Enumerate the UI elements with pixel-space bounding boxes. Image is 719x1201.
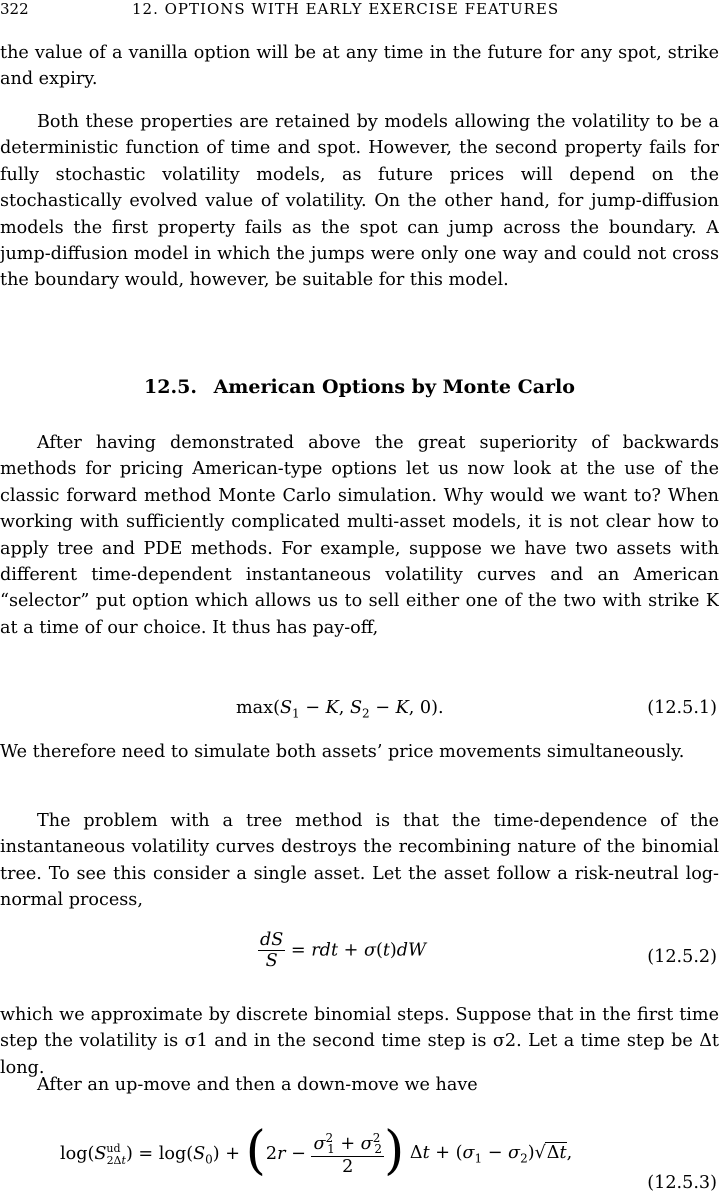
equation-sde-formula: $\frac{dS}{S}$ = rdt + σ(t)dW [260, 930, 427, 971]
paragraph-binomial-steps: which we approximate by discrete binomial steps. Suppose that in the first time step the volatility is σ1 and in the second time step is σ2. Let a time step be Δt long. [0, 1005, 719, 1078]
page-header [0, 0, 719, 22]
equation-12-5-3 [0, 1120, 719, 1201]
paragraph-tree-problem: The problem with a tree method is that the time-dependence of the instantaneous volatility curves destroys the recombining nature of the binomial tree. To see this consider a single asset. Let the asset follow a risk-neutral log-normal process, [0, 811, 719, 911]
running-title: 12. OPTIONS WITH EARLY EXERCISE FEATURES [132, 0, 560, 18]
equation-number: (12.5.3) [647, 1173, 717, 1193]
equation-number: (12.5.2) [647, 947, 717, 967]
equation-payoff-formula: $\max(S_1 - K$, $S_2 - K$, 0). [236, 698, 444, 721]
section-heading [0, 376, 719, 398]
paragraph-properties: Both these properties are retained by models allowing the volatility to be a deterministic function of time and spot. However, the second property fails for fully stochastic volatility models, as future prices will depend on the stochastically evolved value of volatility. On the other hand, for jump-diffusion models the first property fails as the spot can jump across the boundary. A jump-diffusion model in which the jumps were only one way and could not cross the boundary would, however, be suitable for this model. [0, 112, 719, 291]
equation-number: (12.5.1) [647, 698, 717, 718]
paragraph-monte-carlo-intro: After having demonstrated above the great superiority of backwards methods for pricing American-type options let us now look at the use of the classic forward method Monte Carlo simulation. Why would we want to? When working with sufficiently complicated multi-asset models, it is not clear how to apply tree and PDE methods. For example, suppose we have two assets with different time-dependent instantaneous volatility curves and an American “selector” put option which allows us to sell either one of the two with strike K at a time of our choice. It thus has pay-off, [0, 433, 719, 638]
paragraph-simulate: We therefore need to simulate both assets’ price movements simultaneously. [0, 742, 685, 762]
paragraph-up-down-move: After an up-move and then a down-move we have [37, 1075, 478, 1095]
page-number: 322 [0, 0, 29, 18]
paragraph-continuation: the value of a vanilla option will be at any time in the future for any spot, strike and expiry. [0, 43, 719, 90]
section-number: 12.5. [144, 376, 197, 398]
equation-log-formula: $\log(S^{ud}_{2\Delta t}) = \log(S_0) + (2r$ − $\frac{\sigma^2_1 + \sigma^2_2}{2}$ ) $\Delta t + (\sigma_1 - \sigma_2)√\Delta t$, [60, 1121, 573, 1181]
equation-12-5-2 [0, 930, 719, 990]
section-title: American Options by Monte Carlo [213, 376, 575, 398]
